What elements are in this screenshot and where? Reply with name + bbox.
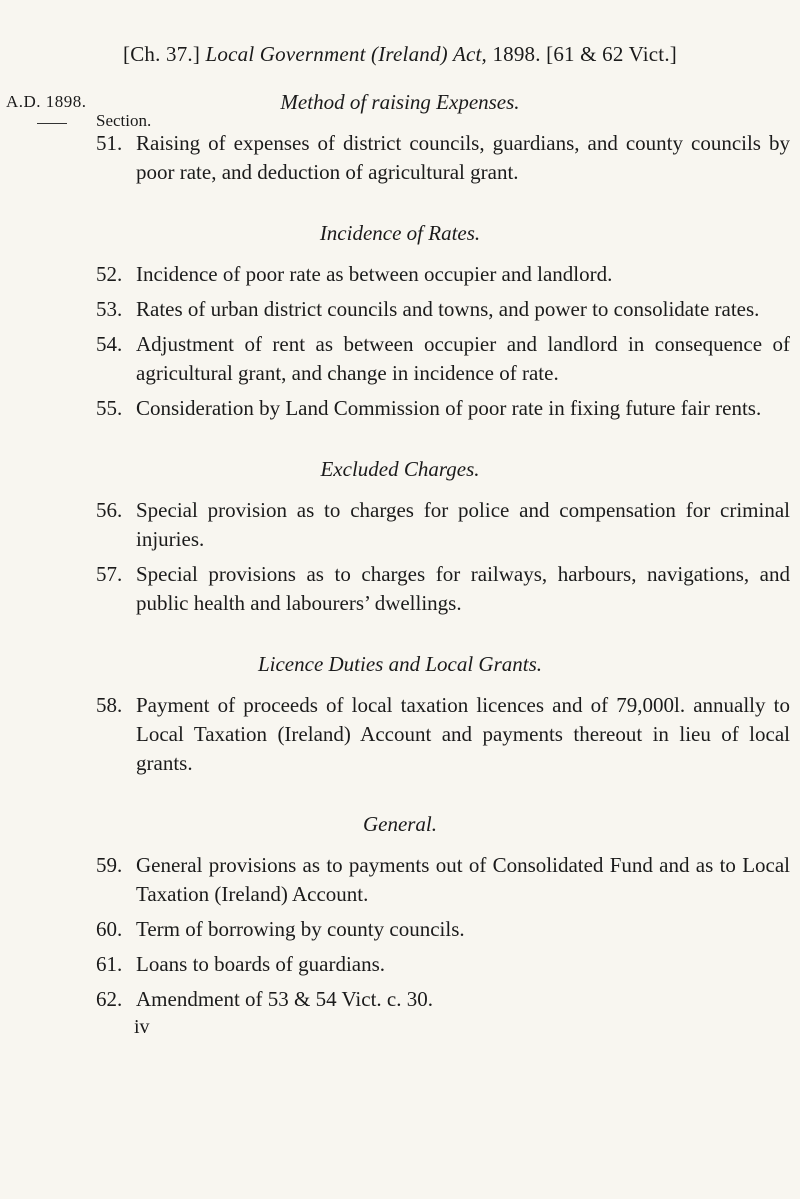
entry-55: [96, 394, 790, 423]
entry-text: Incidence of poor rate as between occupier and landlord.: [136, 262, 613, 286]
header-chapter: [Ch. 37.]: [123, 42, 201, 66]
entry-54: [96, 330, 790, 388]
margin-rule: [37, 123, 67, 124]
entry-text: Raising of expenses of district councils, guardians, and county councils by poor rate, and deduction of agricultural grant.: [136, 131, 790, 184]
running-header: [0, 42, 800, 67]
header-title: Local Government (Ireland) Act,: [205, 42, 487, 66]
entry-51: [96, 129, 790, 187]
entry-number: 61.: [96, 952, 123, 976]
entry-52: [96, 260, 790, 289]
entry-58: [96, 691, 790, 778]
entry-60: [96, 915, 790, 944]
entry-text: Consideration by Land Commission of poor rate in fixing future fair rents.: [136, 396, 762, 420]
entry-number: 54.: [96, 332, 123, 356]
header-regnal: [61 & 62 Vict.]: [546, 42, 677, 66]
entry-number: 52.: [96, 262, 123, 286]
heading-general: General.: [362, 812, 438, 836]
page-number: iv: [134, 1016, 150, 1038]
entry-text: Payment of proceeds of local taxation licences and of 79,000l. annually to Local Taxation (Ireland) Account and payments thereout in lieu of local grants.: [136, 693, 790, 775]
entry-number: 57.: [96, 562, 123, 586]
section-label: Section.: [96, 111, 152, 130]
header-year: 1898.: [492, 42, 541, 66]
entry-text: Adjustment of rent as between occupier and landlord in consequence of agricultural grant, and change in incidence of rate.: [136, 332, 790, 385]
entry-number: 60.: [96, 917, 123, 941]
entry-text: Amendment of 53 & 54 Vict. c. 30.: [136, 987, 433, 1011]
entry-number: 59.: [96, 853, 123, 877]
entry-text: Special provision as to charges for police and compensation for criminal injuries.: [136, 498, 790, 551]
entry-62: [96, 985, 790, 1014]
heading-excluded: Excluded Charges.: [320, 457, 480, 481]
entry-text: Loans to boards of guardians.: [136, 952, 386, 976]
entry-59: [96, 851, 790, 909]
entry-text: Special provisions as to charges for railways, harbours, navigations, and public health and labourers’ dwellings.: [136, 562, 790, 615]
heading-licence: Licence Duties and Local Grants.: [257, 652, 543, 676]
entry-text: General provisions as to payments out of Consolidated Fund and as to Local Taxation (Ireland) Account.: [136, 853, 790, 906]
entry-text: Term of borrowing by county councils.: [136, 917, 465, 941]
entry-number: 58.: [96, 693, 123, 717]
entry-number: 51.: [96, 131, 123, 155]
entry-53: [96, 295, 790, 324]
entry-number: 53.: [96, 297, 123, 321]
entry-number: 56.: [96, 498, 123, 522]
heading-method: Method of raising Expenses.: [280, 90, 520, 114]
entry-56: [96, 496, 790, 554]
heading-incidence: Incidence of Rates.: [319, 221, 481, 245]
entry-number: 55.: [96, 396, 123, 420]
entry-text: Rates of urban district councils and towns, and power to consolidate rates.: [136, 297, 760, 321]
entry-number: 62.: [96, 987, 123, 1011]
margin-year: A.D. 1898.: [6, 92, 87, 111]
entry-57: [96, 560, 790, 618]
entry-61: [96, 950, 790, 979]
